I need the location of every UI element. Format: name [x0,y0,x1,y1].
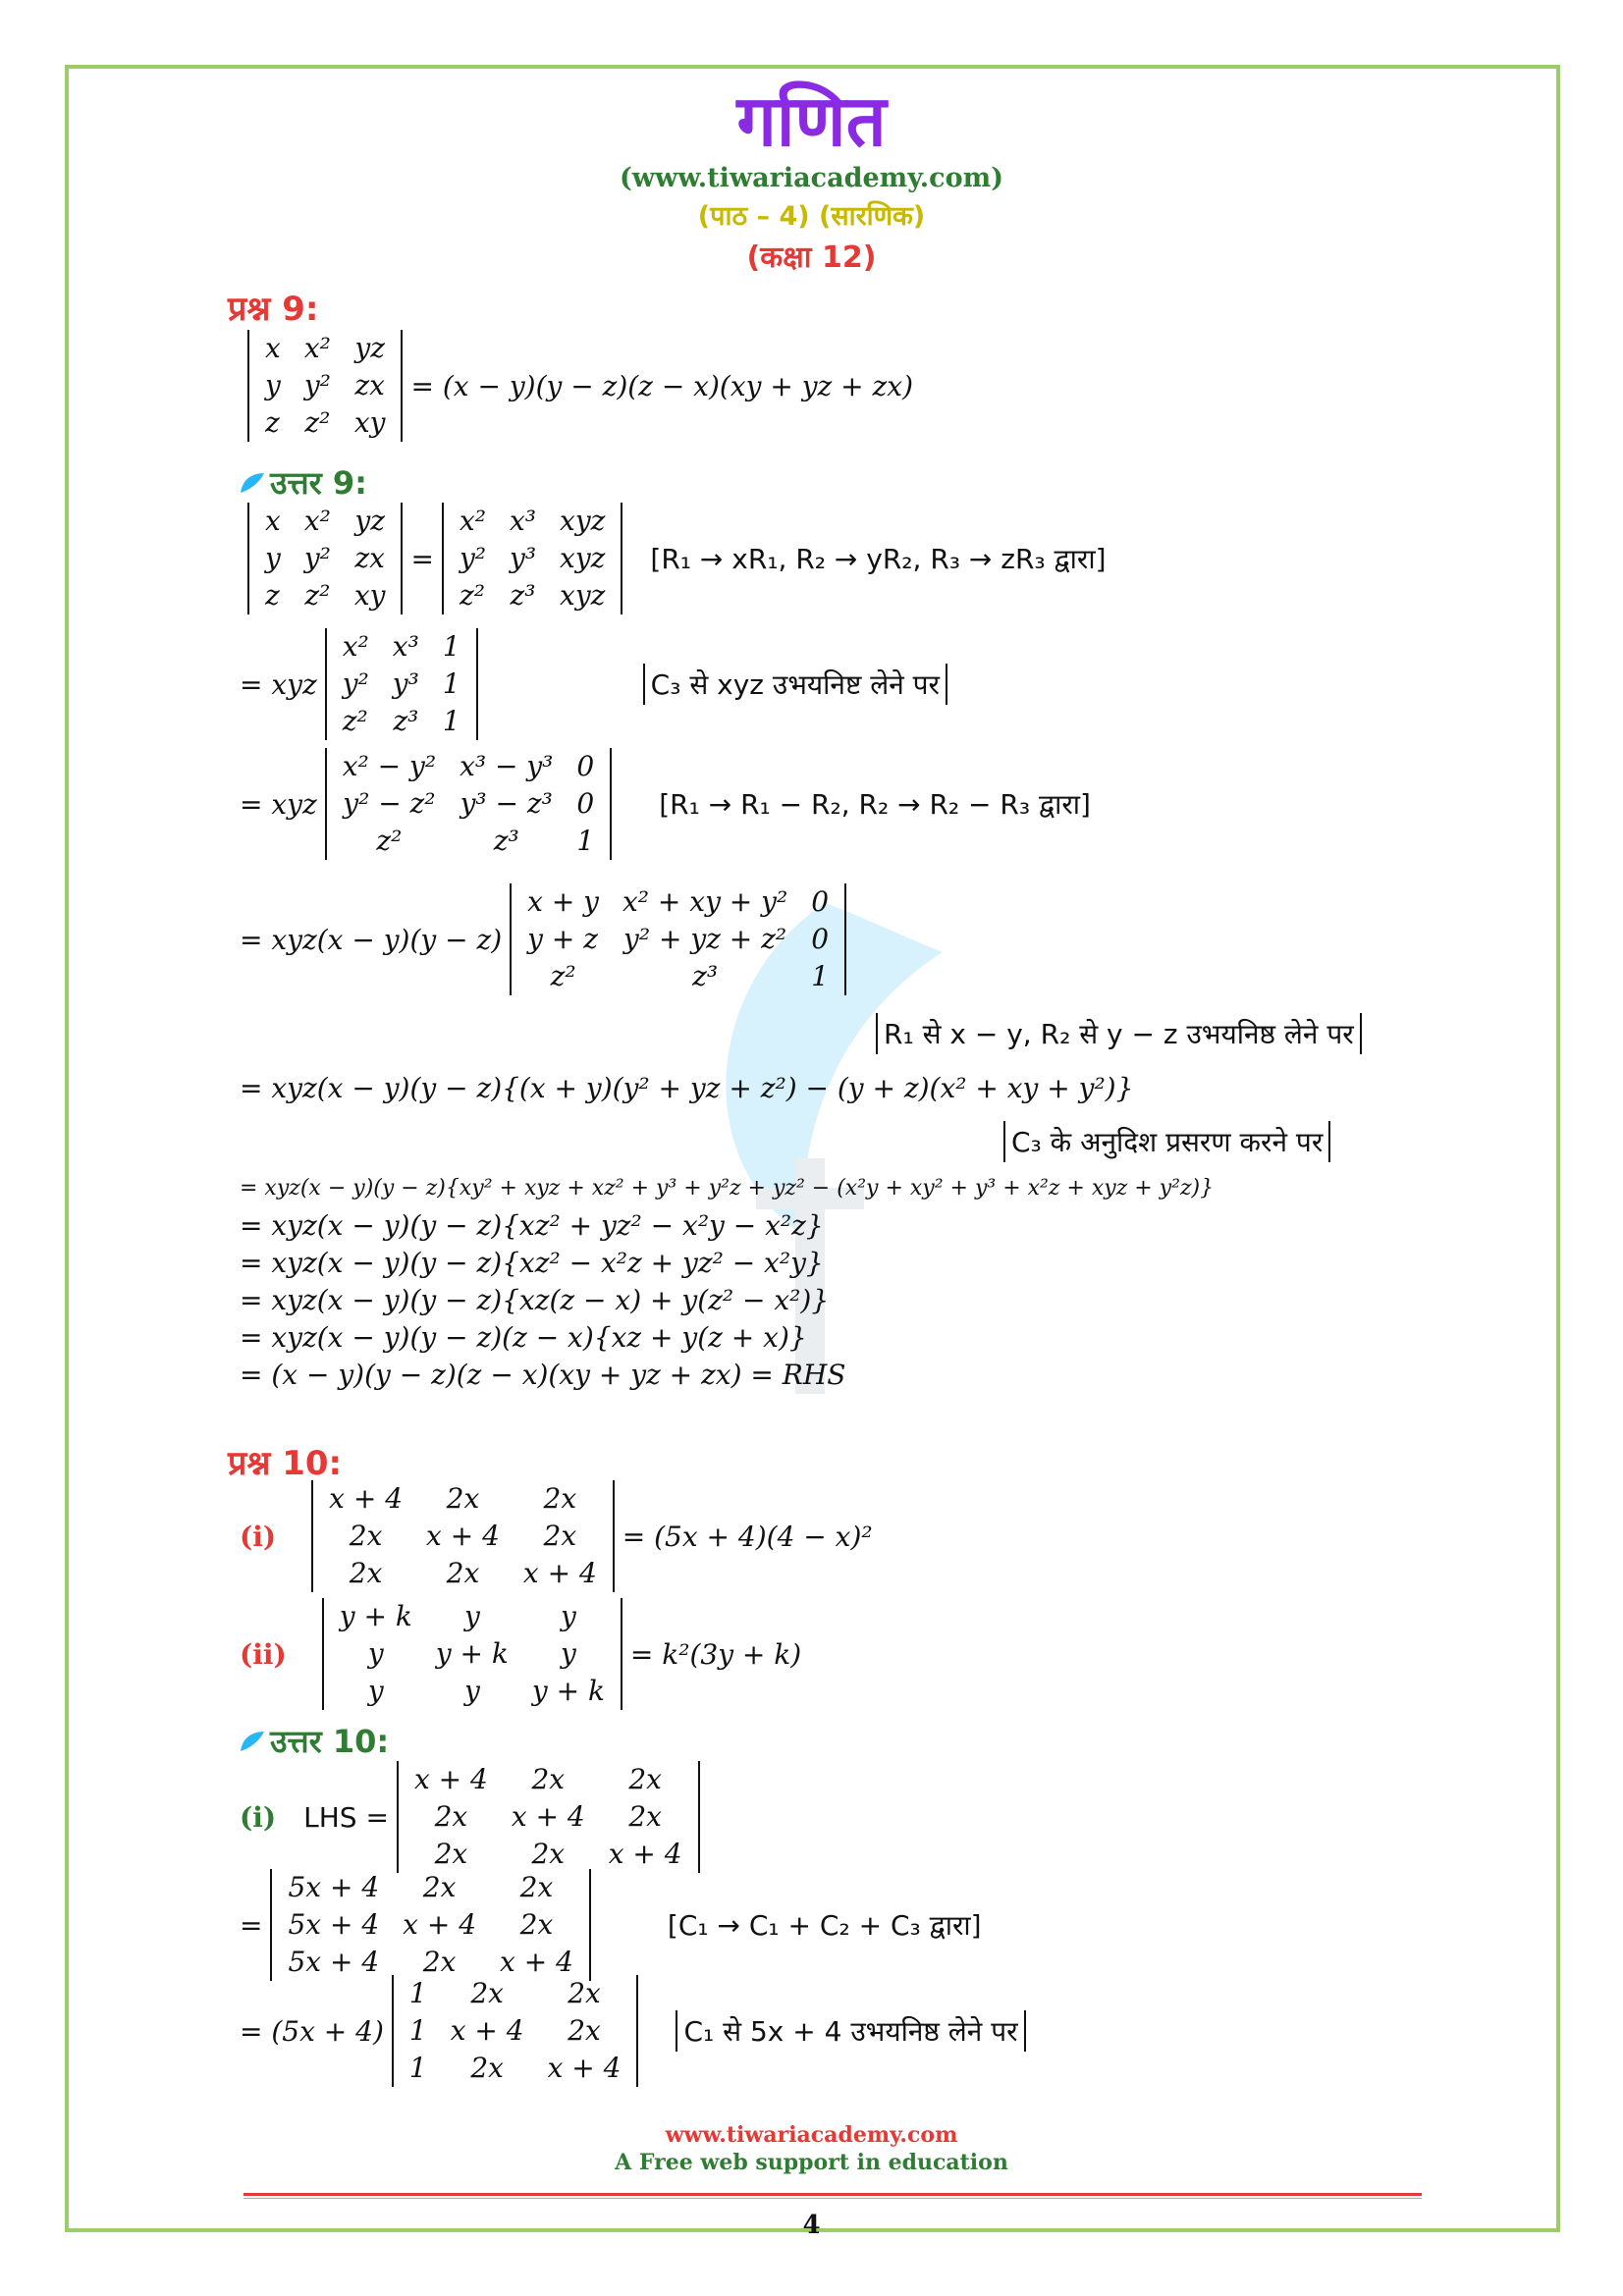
answer-9-step-11: = (x − y)(y − z)(z − x)(xy + yz + zx) = RHS [240,1359,846,1391]
answer-9-step-10: = xyz(x − y)(y − z)(z − x){xz + y(z + x)} [240,1321,807,1354]
answer-9-heading [239,461,367,504]
answer-9-step-4-note: R₁ से x − y, R₂ से y − z उभयनिष्ठ लेने पर [876,1013,1362,1054]
determinant: 1 2x 2x 1 x + 4 2x 1 2x x + 4 [392,1975,639,2087]
answer-9-step-1: x x² yz y y² zx z z² xy = x² x³ xyz y² y³ xyz z² z³ xyz [R₁ → xR₁, R₂ → yR₂, R₃ → zR₃ द्वारा] [240,503,1107,614]
determinant: x² x³ 1 y² y³ 1 z² z³ 1 [325,628,478,740]
step-note: C₃ से xyz उभयनिष्ट लेने पर [643,664,947,705]
tiwari-leaf-icon [239,471,266,495]
determinant: x² − y² x³ − y³ 0 y² − z² y³ − z³ 0 z² z³ 1 [325,748,612,860]
answer-9-step-5-note: C₃ के अनुदिश प्रसरण करने पर [1003,1121,1330,1162]
answer-9-step-3: = xyz x² − y² x³ − y³ 0 y² − z² y³ − z³ 0 z² z³ 1 [R₁ → R₁ − R₂, R₂ → R₂ − R₃ द्वारा] [240,748,1091,860]
answer-9-step-5: = xyz(x − y)(y − z){(x + y)(y² + yz + z²) − (y + z)(x² + xy + y²)} [240,1072,1134,1104]
step-note: C₁ से 5x + 4 उभयनिष्ठ लेने पर [676,2010,1025,2052]
determinant: x + 4 2x 2x 2x x + 4 2x 2x 2x x + 4 [397,1761,700,1873]
answer-9-step-9: = xyz(x − y)(y − z){xz(z − x) + y(z² − x²)} [240,1284,830,1316]
question-10-part-ii: (ii) y + k y y y y + k y y y y + k = k²(3y + k) [240,1598,801,1710]
tiwari-leaf-icon [239,1730,266,1753]
class-label: (कक्षा 12) [746,240,877,275]
step-note: [R₁ → R₁ − R₂, R₂ → R₂ − R₃ द्वारा] [659,788,1091,821]
question-10-heading: प्रश्न 10: [228,1444,343,1483]
footer-site-link[interactable]: www.tiwariacademy.com [665,2122,958,2148]
answer-9-step-8: = xyz(x − y)(y − z){xz² − x²z + yz² − x²y} [240,1247,824,1279]
determinant: x + 4 2x 2x 2x x + 4 2x 2x 2x x + 4 [311,1480,615,1592]
page-number: 4 [802,2211,821,2240]
determinant: x x² yz y y² zx z z² xy [247,330,403,442]
answer-10-lhs: (i) LHS = x + 4 2x 2x 2x x + 4 2x 2x 2x x + 4 [240,1761,708,1873]
footer-divider [243,2193,1422,2196]
step-note: [C₁ → C₁ + C₂ + C₃ द्वारा] [667,1909,982,1942]
determinant: x x² yz y y² zx z z² xy [247,503,403,614]
question-9-heading: प्रश्न 9: [228,290,319,329]
question-10-part-i: (i) x + 4 2x 2x 2x x + 4 2x 2x 2x x + 4 = (5x + 4)(4 − x)² [240,1480,873,1592]
answer-9-step-2: = xyz x² x³ 1 y² y³ 1 z² z³ 1 C₃ से xyz उभयनिष्ट लेने पर [240,628,947,740]
determinant: y + k y y y y + k y y y y + k [322,1598,622,1710]
answer-9-step-6: = xyz(x − y)(y − z){xy² + xyz + xz² + y³ + y²z + yz² − (x²y + xy² + y³ + x²z + xyz + y²z)} [240,1176,1215,1201]
answer-9-step-7: = xyz(x − y)(y − z){xz² + yz² − x²y − x²z} [240,1209,824,1242]
answer-9-step-4: = xyz(x − y)(y − z) x + y x² + xy + y² 0 y + z y² + yz + z² 0 z² z³ 1 [240,883,854,995]
rhs-expression: = (x − y)(y − z)(z − x)(xy + yz + zx) [410,369,913,402]
site-url: (www.tiwariacademy.com) [620,163,1003,193]
determinant: x² x³ xyz y² y³ xyz z² z³ xyz [442,503,622,614]
determinant: 5x + 4 2x 2x 5x + 4 x + 4 2x 5x + 4 2x x + 4 [270,1869,590,1981]
answer-10-label: उत्तर 10: [270,1723,390,1760]
answer-9-label: उत्तर 9: [270,464,367,502]
question-9-statement [240,330,913,442]
answer-10-heading [239,1720,389,1762]
page-title: गणित [736,80,887,162]
footer-divider-shadow [243,2198,1422,2199]
answer-10-step-2: = 5x + 4 2x 2x 5x + 4 x + 4 2x 5x + 4 2x x + 4 [C₁ → C₁ + C₂ + C₃ द्वारा] [240,1869,982,1981]
chapter-label: (पाठ – 4) (सारणिक) [697,201,926,232]
step-note: [R₁ → xR₁, R₂ → yR₂, R₃ → zR₃ द्वारा] [650,543,1107,575]
determinant: x + y x² + xy + y² 0 y + z y² + yz + z² 0 z² z³ 1 [510,883,846,995]
footer-tagline: A Free web support in education [615,2150,1008,2175]
answer-10-step-3: = (5x + 4) 1 2x 2x 1 x + 4 2x 1 2x x + 4 C₁ से 5x + 4 उभयनिष्ठ लेने पर [240,1975,1026,2087]
